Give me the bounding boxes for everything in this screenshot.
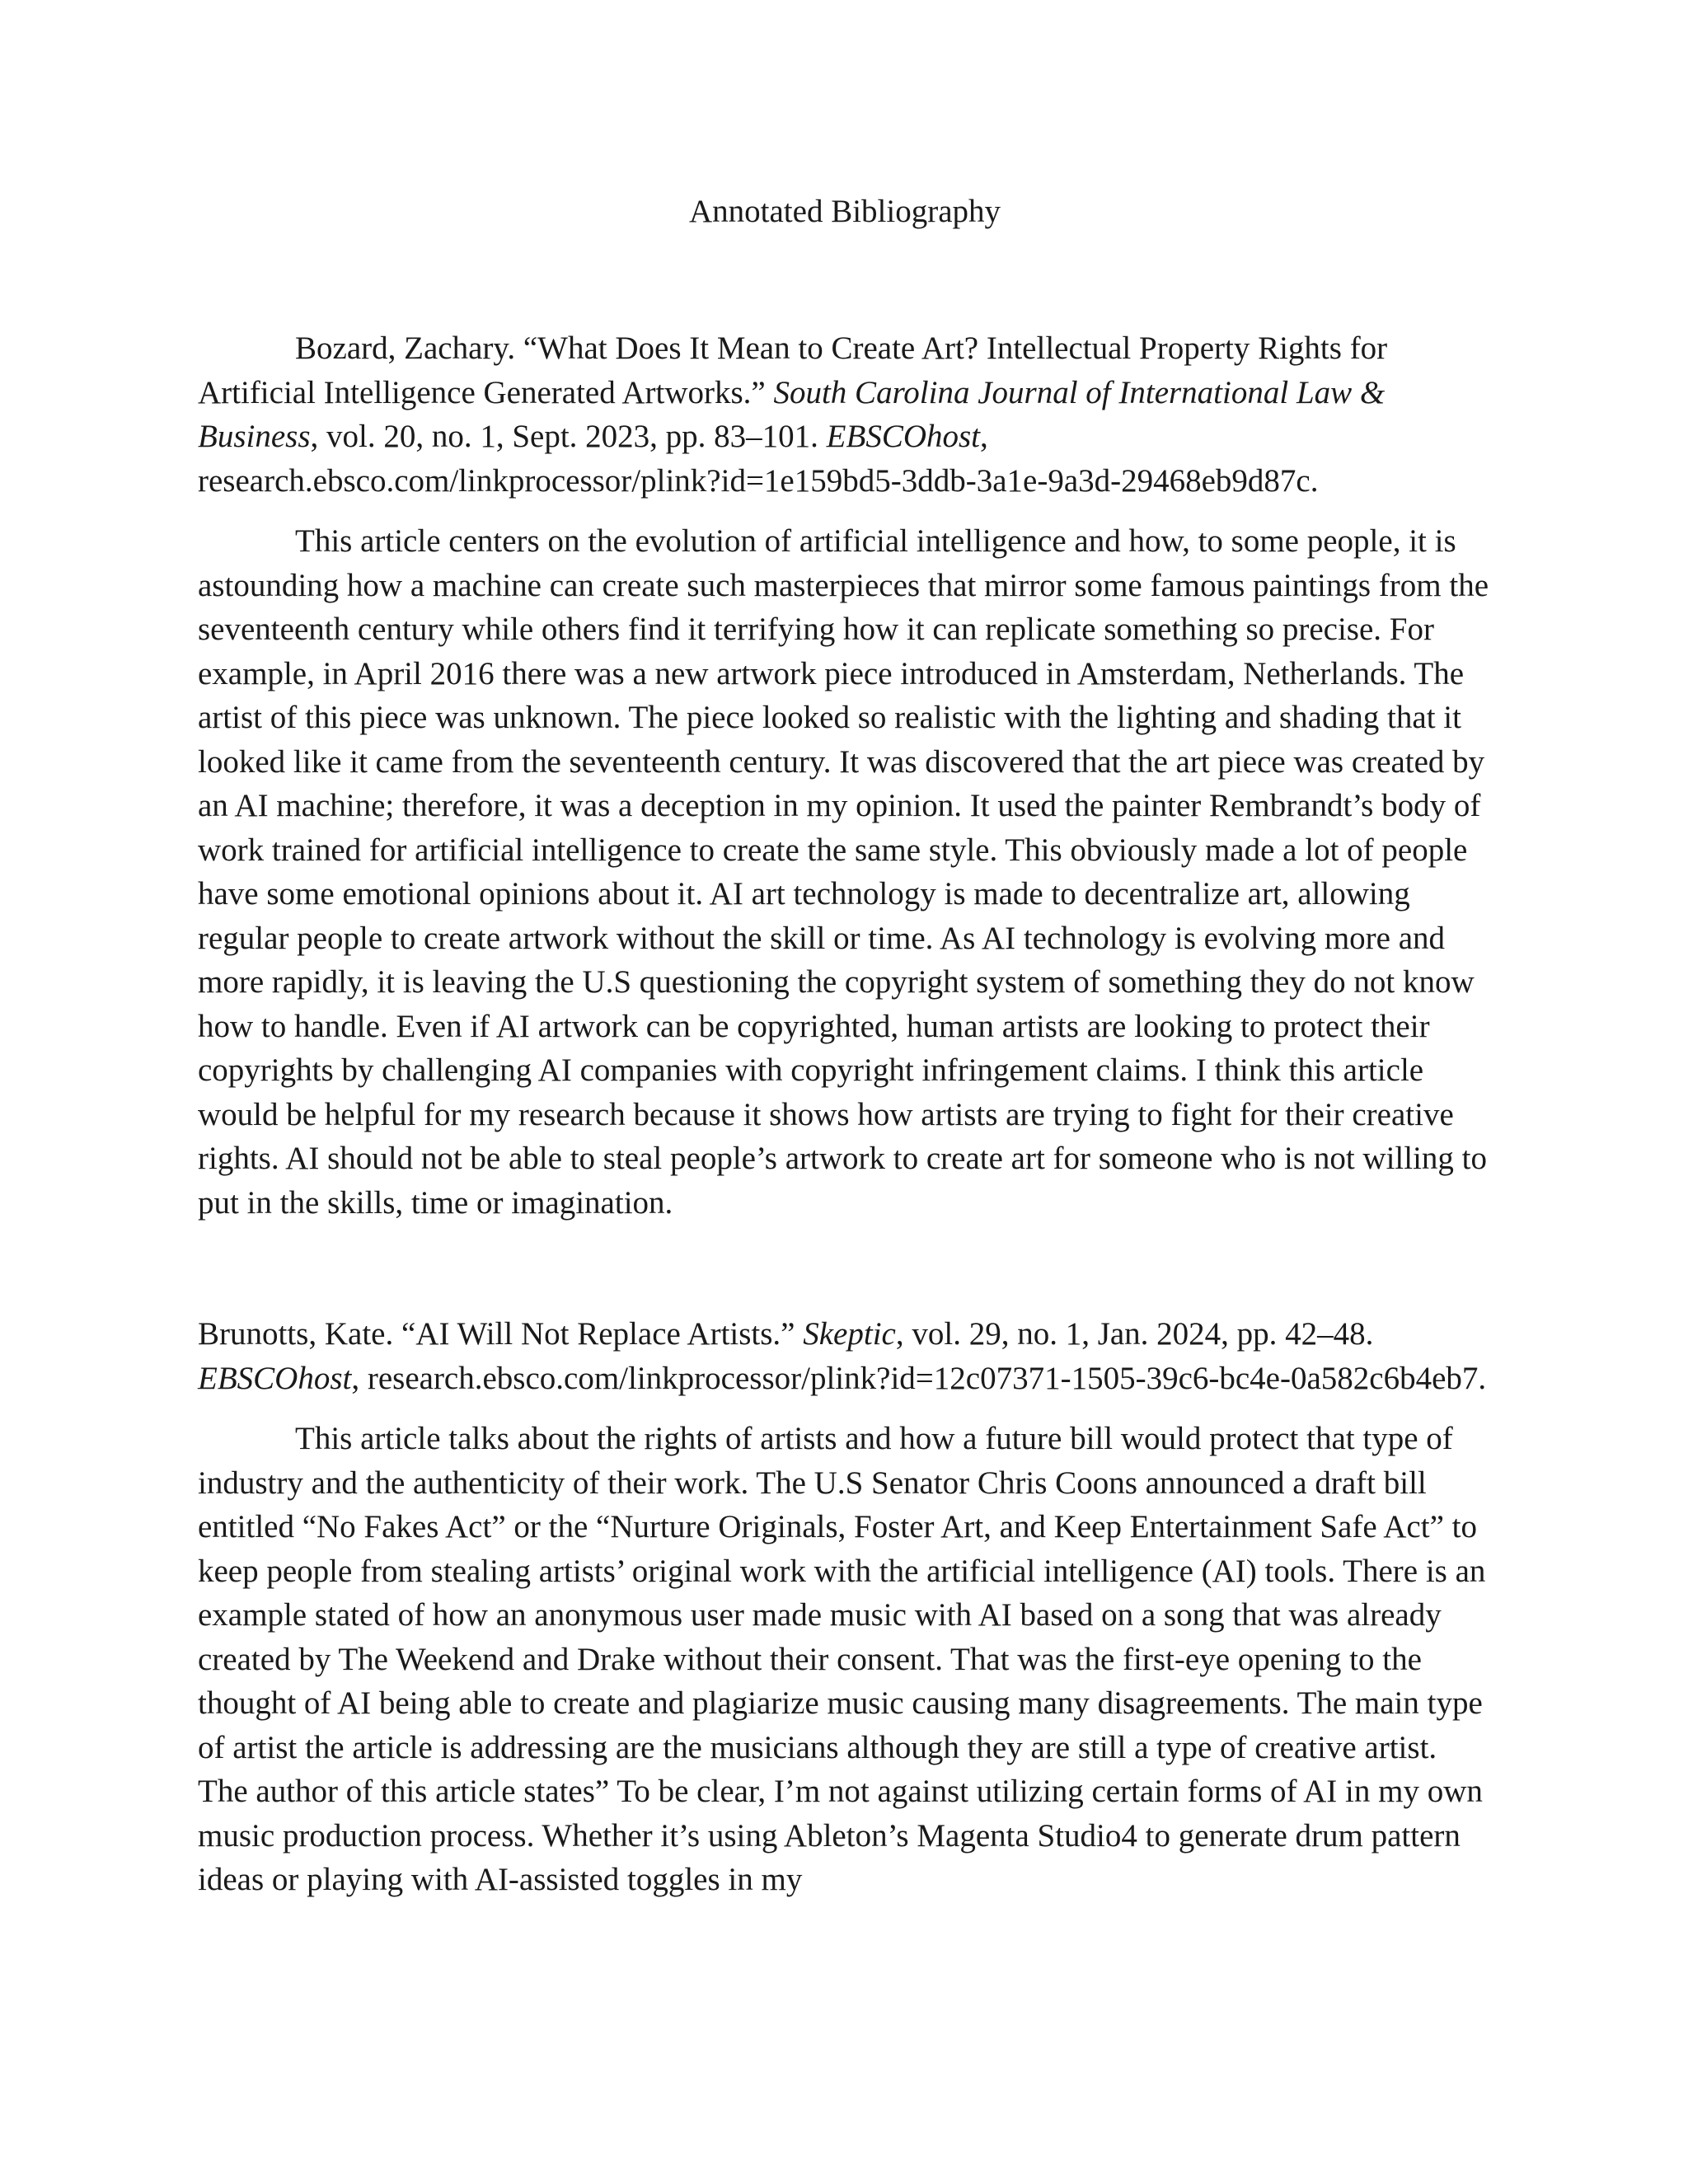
citation-1-database: EBSCOhost	[826, 419, 981, 454]
citation-2-journal: Skeptic	[803, 1316, 896, 1352]
citation-2-details: , vol. 29, no. 1, Jan. 2024, pp. 42–48.	[895, 1316, 1374, 1352]
citation-1-text: Bozard, Zachary. “What Does It Mean to Create Art? Intellectual Property Rights for Artificial Intelligence Generated Artworks.”	[198, 330, 1388, 410]
bibliography-entry-1	[198, 326, 1492, 1225]
bibliography-entry-2	[198, 1312, 1492, 1902]
citation-1-link: , research.ebsco.com/linkprocessor/plink?id=1e159bd5-3ddb-3a1e-9a3d-29468eb9d87c.	[198, 419, 1319, 499]
citation-1	[198, 326, 1492, 503]
citation-1-details: , vol. 20, no. 1, Sept. 2023, pp. 83–101.	[310, 419, 827, 454]
citation-1-journal: South Carolina Journal of International Law & Business	[198, 374, 1386, 454]
citation-2-link: , research.ebsco.com/linkprocessor/plink?id=12c07371-1505-39c6-bc4e-0a582c6b4eb7.	[351, 1360, 1487, 1396]
citation-2-database: EBSCOhost	[198, 1360, 352, 1396]
document-page	[198, 190, 1492, 1902]
page-title: Annotated Bibliography	[688, 194, 1001, 229]
citation-2	[198, 1312, 1492, 1400]
entry-spacer	[198, 1225, 1492, 1312]
citation-2-text: Brunotts, Kate. “AI Will Not Replace Artists.”	[198, 1316, 804, 1352]
annotation-2: This article talks about the rights of artists and how a future bill would protect that type of industry and the authenticity of their work. The U.S Senator Chris Coons announced a draft bill entitled “No Fakes Act” or the “Nurture Originals, Foster Art, and Keep Entertainment Safe Act” to keep people from stealing artists’ original work with the artificial intelligence (AI) tools. There is an example stated of how an anonymous user made music with AI based on a song that was already created by The Weekend and Drake without their consent. That was the first-eye opening to the thought of AI being able to create and plagiarize music causing many disagreements. The main type of artist the article is addressing are the musicians although they are still a type of creative artist. The author of this article states” To be clear, I’m not against utilizing certain forms of AI in my own music production process. Whether it’s using Ableton’s Magenta Studio4 to generate drum pattern ideas or playing with AI-assisted toggles in my	[198, 1421, 1486, 1897]
annotation-1: This article centers on the evolution of artificial intelligence and how, to some people, it is astounding how a machine can create such masterpieces that mirror some famous paintings from the seventeenth century while others find it terrifying how it can replicate something so precise. For example, in April 2016 there was a new artwork piece introduced in Amsterdam, Netherlands. The artist of this piece was unknown. The piece looked so realistic with the lighting and shading that it looked like it came from the seventeenth century. It was discovered that the art piece was created by an AI machine; therefore, it was a deception in my opinion. It used the painter Rembrandt’s body of work trained for artificial intelligence to create the same style. This obviously made a lot of people have some emotional opinions about it. AI art technology is made to decentralize art, allowing regular people to create artwork without the skill or time. As AI technology is evolving more and more rapidly, it is leaving the U.S questioning the copyright system of something they do not know how to handle. Even if AI artwork can be copyrighted, human artists are looking to protect their copyrights by challenging AI companies with copyright infringement claims. I think this article would be helpful for my research because it shows how artists are trying to fight for their creative rights. AI should not be able to steal people’s artwork to create art for someone who is not willing to put in the skills, time or imagination.	[198, 523, 1489, 1221]
